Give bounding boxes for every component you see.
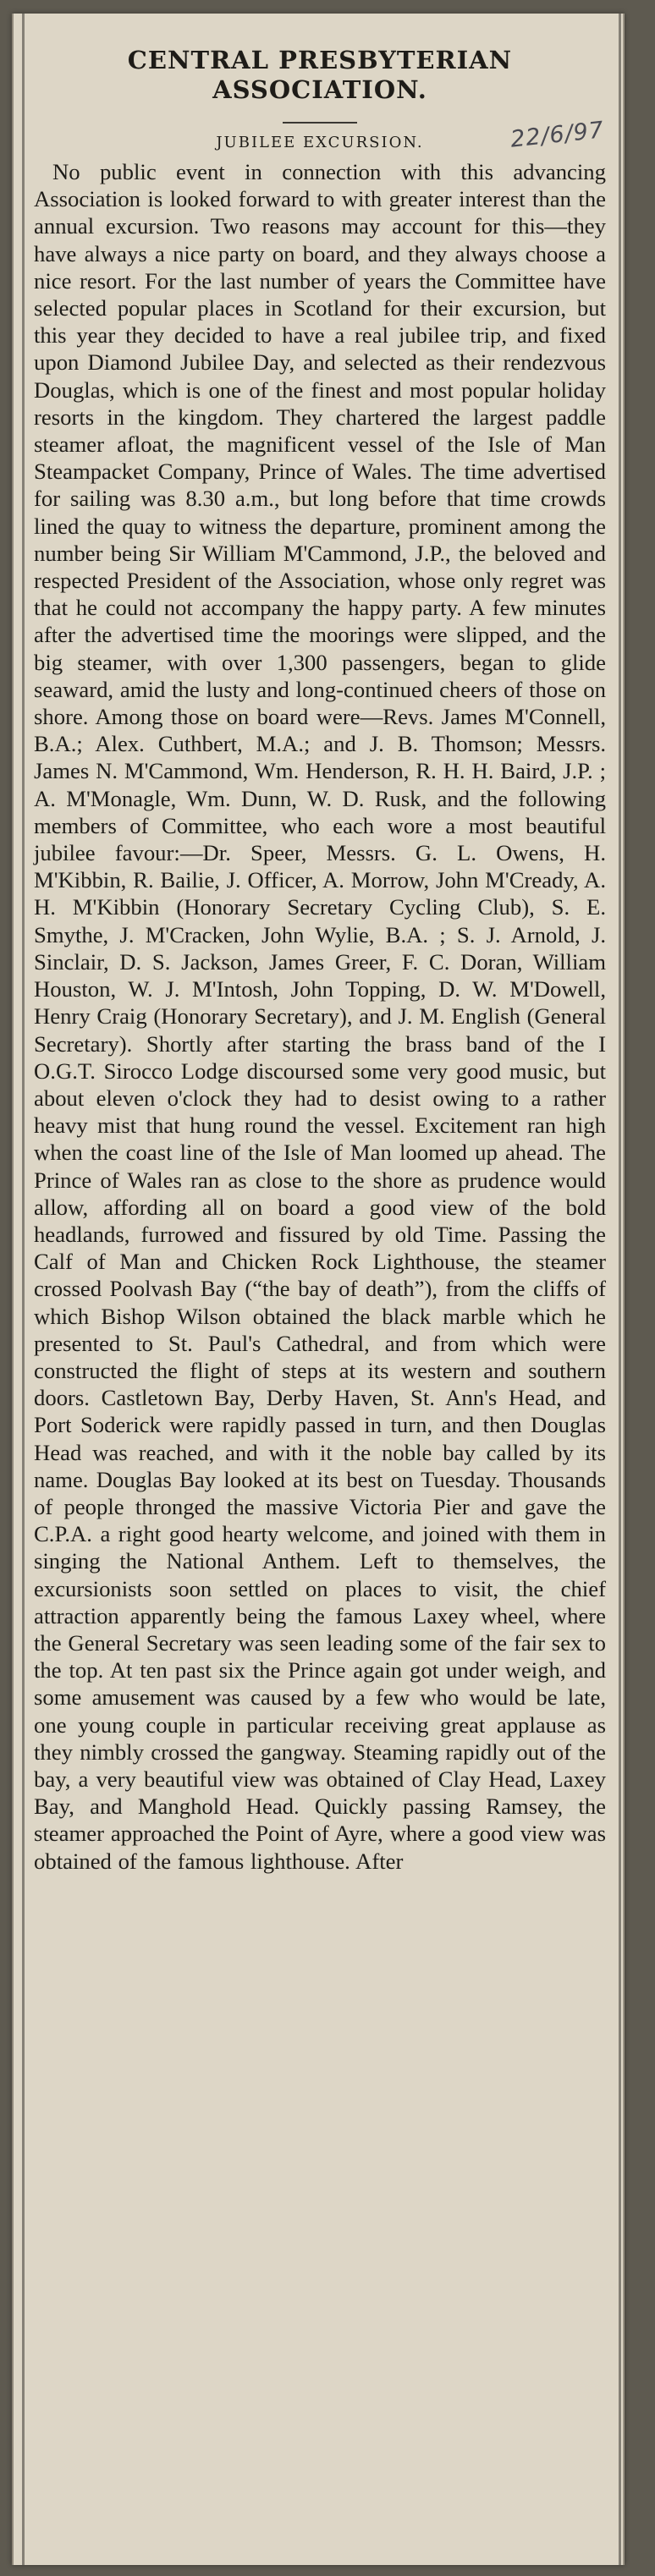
- column-rule-left: [22, 14, 25, 2565]
- headline-line-1: CENTRAL PRESBYTERIAN: [127, 46, 513, 74]
- handwritten-date: 22/6/97: [509, 117, 606, 153]
- headline-line-2: ASSOCIATION.: [212, 75, 427, 104]
- newspaper-clipping: [12, 14, 625, 2565]
- article-body: No public event in connection with this advancing Association is looked forward to with greater interest than the annual excursion. Two reasons may account for this—they have always a nice party on board, and they always choose a nice resort. For the last number of years the Committee have selected popular places in Scotland for their excursion, but this year they decided to have a real jubilee trip, and fixed upon Diamond Jubilee Day, and selected as their rendezvous Douglas, which is one of the finest and most popular holiday resorts in the kingdom. They chartered the largest paddle steamer afloat, the magnificent vessel of the Isle of Man Steampacket Company, Prince of Wales. The time advertised for sailing was 8.30 a.m., but long before that time crowds lined the quay to witness the departure, prominent among the number being Sir William M'Cammond, J.P., the beloved and respected President of the Association, whose only regret was that he could not accompany the happy party. A few minutes after the advertised time the moorings were slipped, and the big steamer, with over 1,300 passengers, began to glide seaward, amid the lusty and long-continued cheers of those on shore. Among those on board were—Revs. James M'Connell, B.A.; Alex. Cuthbert, M.A.; and J. B. Thomson; Messrs. James N. M'Cammond, Wm. Henderson, R. H. H. Baird, J.P. ; A. M'Monagle, Wm. Dunn, W. D. Rusk, and the following members of Committee, who each wore a most beautiful jubilee favour:—Dr. Speer, Messrs. G. L. Owens, H. M'Kibbin, R. Bailie, J. Officer, A. Morrow, John M'Cready, A. H. M'Kibbin (Honorary Secretary Cycling Club), S. E. Smythe, J. M'Cracken, John Wylie, B.A. ; S. J. Arnold, J. Sinclair, D. S. Jackson, James Greer, F. C. Doran, William Houston, W. J. M'Intosh, John Topping, D. W. M'Dowell, Henry Craig (Honorary Secretary), and J. M. English (General Secretary). Shortly after starting the brass band of the I O.G.T. Sirocco Lodge discoursed some very good music, but about eleven o'clock they had to desist owing to a rather heavy mist that hung round the vessel. Excitement ran high when the coast line of the Isle of Man loomed up ahead. The Prince of Wales ran as close to the shore as prudence would allow, affording all on board a good view of the bold headlands, furrowed and fissured by old Time. Passing the Calf of Man and Chicken Rock Lighthouse, the steamer crossed Poolvash Bay (“the bay of death”), from the cliffs of which Bishop Wilson obtained the black marble which he presented to St. Paul's Cathedral, and from which were constructed the flight of steps at its western and southern doors. Castletown Bay, Derby Haven, St. Ann's Head, and Port Soderick were rapidly passed in turn, and then Douglas Head was reached, and with it the noble bay called by its name. Douglas Bay looked at its best on Tuesday. Thousands of people thronged the massive Victoria Pier and gave the C.P.A. a right good hearty welcome, and joined with them in singing the National Anthem. Left to themselves, the excursionists soon settled on places to visit, the chief attraction apparently being the famous Laxey wheel, where the General Secretary was seen leading some of the fair sex to the top. At ten past six the Prince again got under weigh, and some amusement was caused by a few who would be late, one young couple in particular receiving great applause as they nimbly crossed the gangway. Steaming rapidly out of the bay, a very beautiful view was obtained of Clay Head, Laxey Bay, and Manghold Head. Quickly passing Ramsey, the steamer approached the Point of Ayre, where a good view was obtained of the famous lighthouse. After: [34, 159, 606, 1874]
- headline-divider: [283, 122, 357, 124]
- headline: [34, 46, 606, 105]
- clipping-content: [34, 39, 606, 1875]
- column-rule-right: [619, 14, 621, 2565]
- subheading: JUBILEE EXCURSION.: [216, 134, 424, 151]
